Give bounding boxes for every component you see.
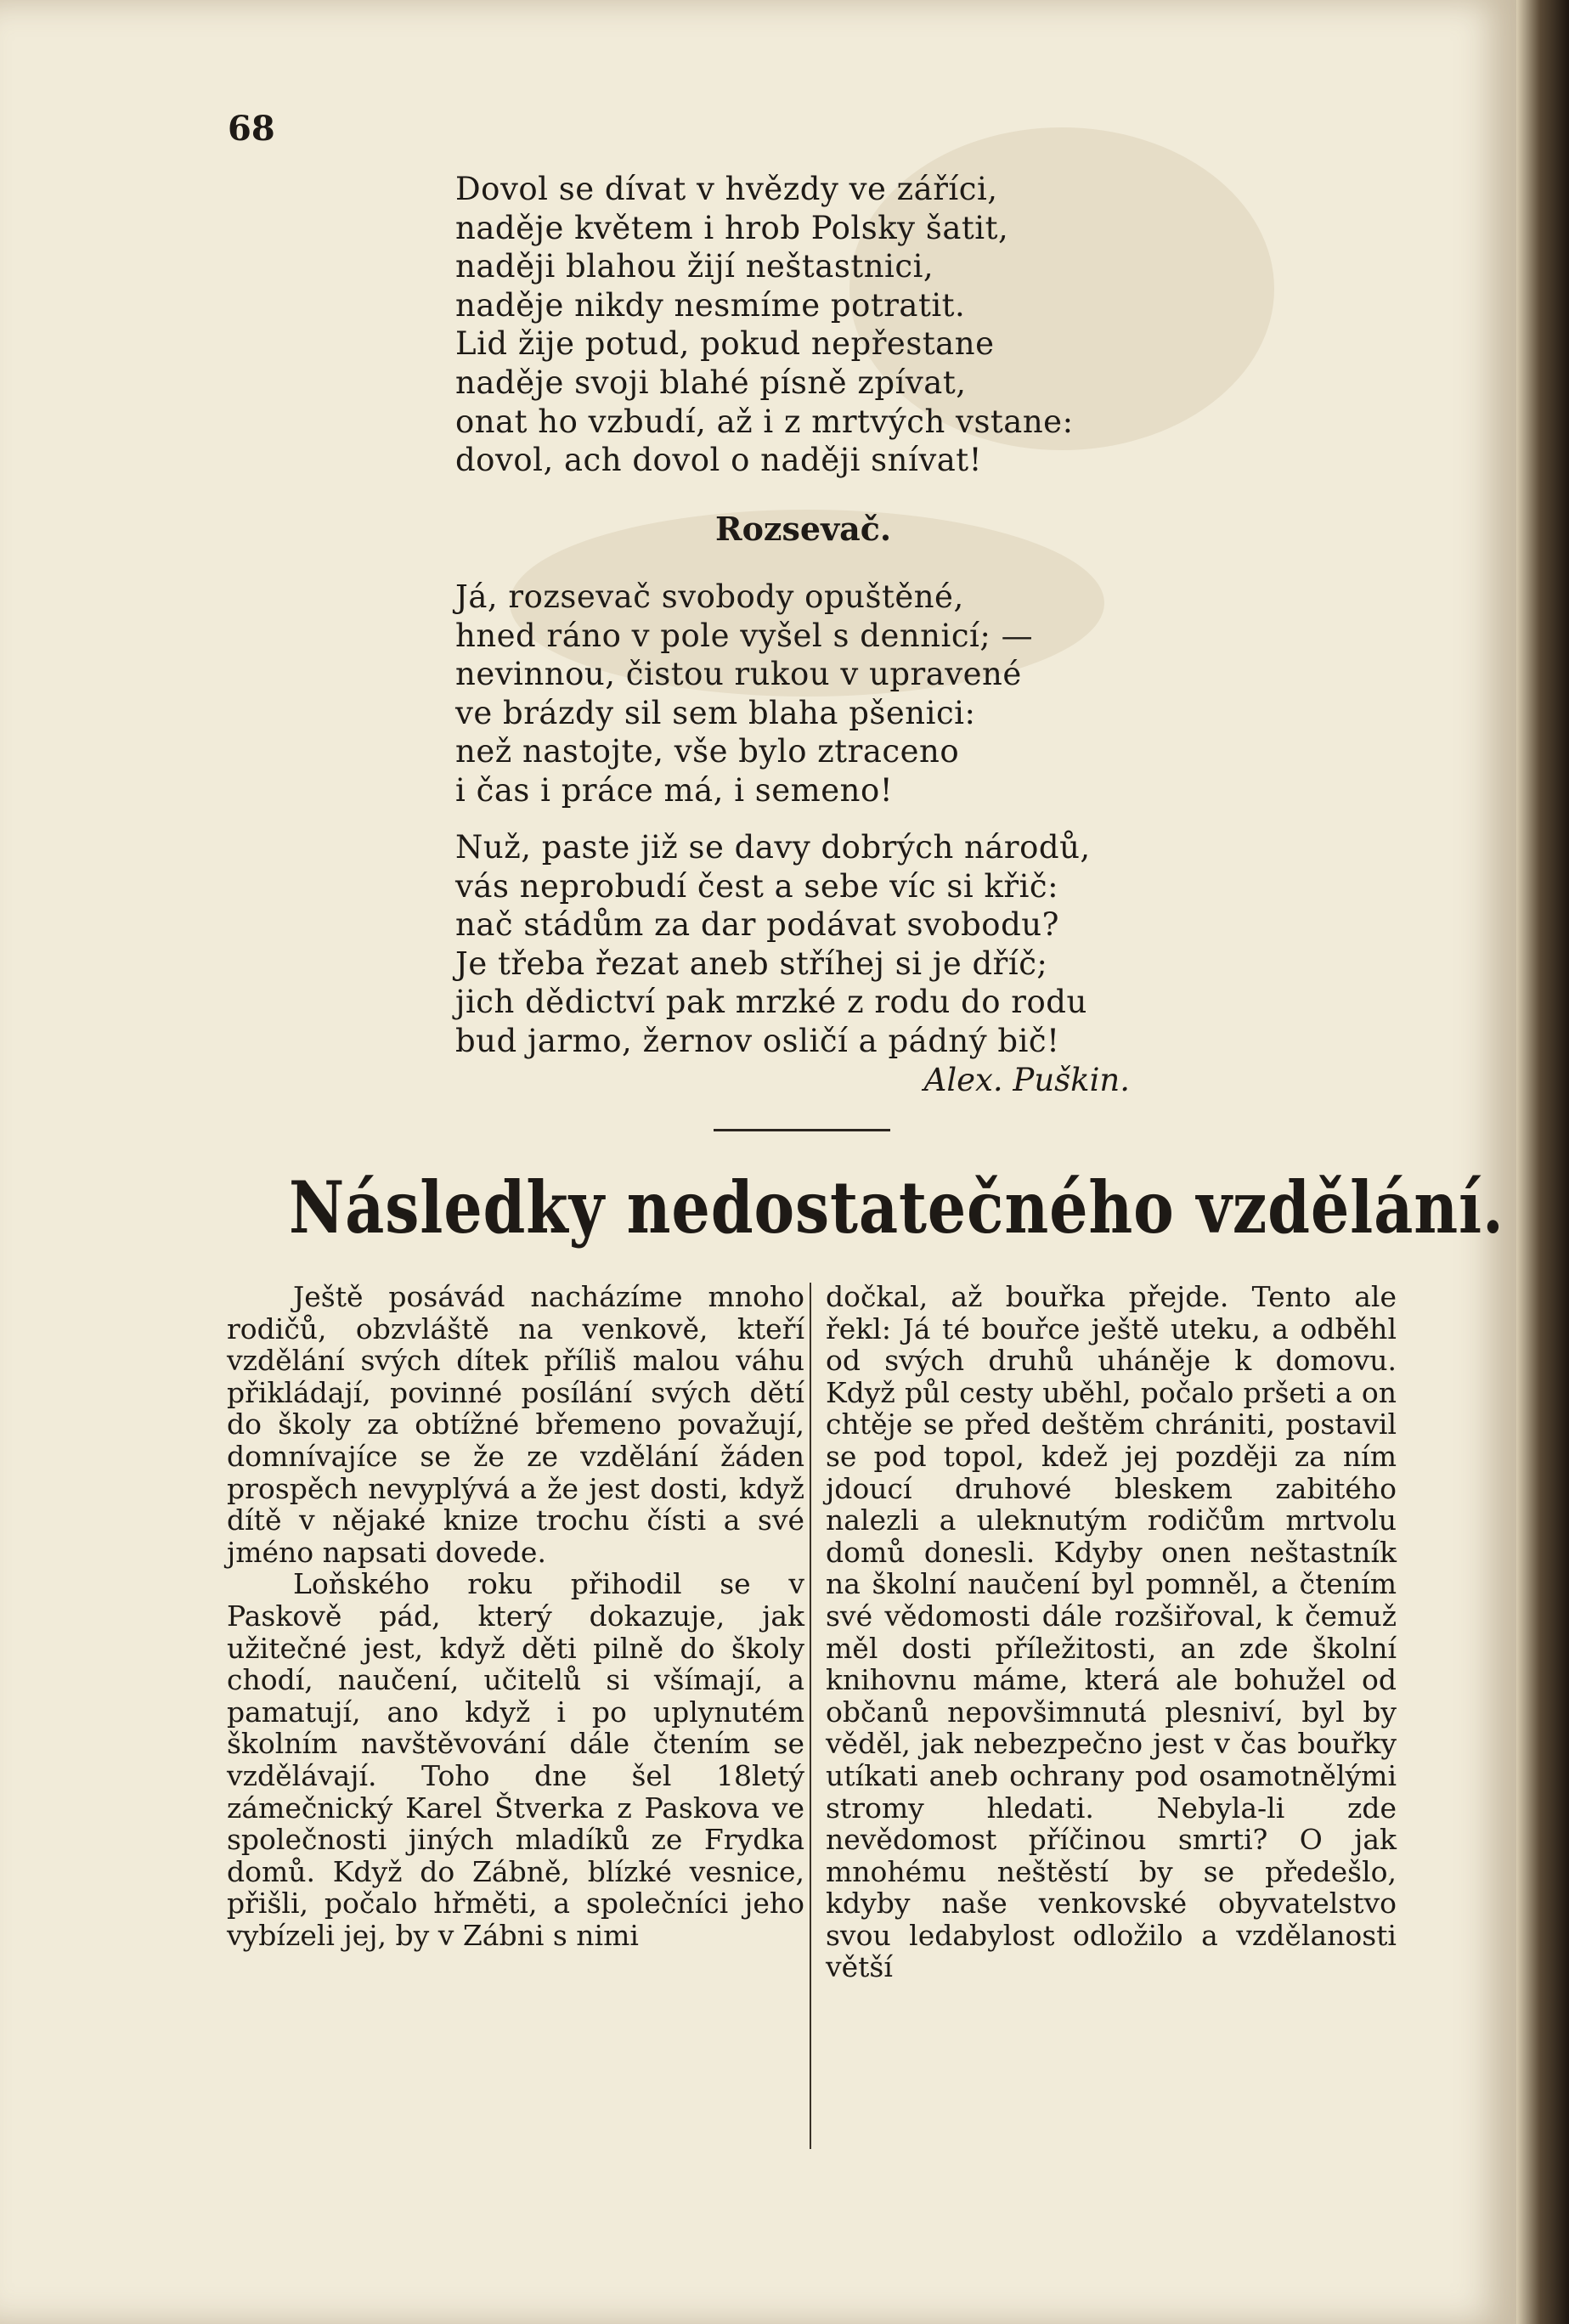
- poem-line: nevinnou, čistou rukou v upravené: [455, 656, 1022, 693]
- article-headline: Následky nedostatečného vzdělání.: [289, 1165, 1504, 1249]
- poem-line: jich dědictví pak mrzké z rodu do rodu: [455, 984, 1087, 1021]
- poem-line: nač stádům za dar podávat svobodu?: [455, 906, 1059, 944]
- poem-stanza: [455, 828, 1169, 1061]
- poem-line: dovol, ach dovol o naději snívat!: [455, 442, 983, 479]
- poem-title: Rozsevač.: [715, 510, 892, 548]
- poem-line: ve brázdy sil sem blaha pšenici:: [455, 694, 976, 731]
- poem-line: vás neprobudí čest a sebe víc si křič:: [455, 867, 1059, 905]
- poem-line: bud jarmo, žernov osličí a pádný bič!: [455, 1022, 1060, 1059]
- page-edge: [1516, 0, 1569, 2324]
- article-column-left: [227, 1281, 804, 1951]
- article-paragraph: Loňského roku přihodil se v Paskově pád, který dokazuje, jak užitečné jest, když děti pilně do školy chodí, naučení, učitelů si všímají, a pamatují, ano když i po uplynutém školním navštěvování dále čtením se vzdělávají. Toho dne šel 18letý zámečnický Karel Štverka z Paskova ve společnosti jiných mladíků ze Frydka domů. Když do Zábně, blízké vesnice, přišli, počalo hřměti, a společníci jeho vybízeli jej, by v Zábni s nimi: [227, 1567, 804, 1952]
- article-paragraph: Ještě posávád nacházíme mnoho rodičů, obzvláště na venkově, kteří vzdělání svých dítek příliš malou váhu přikládají, povinné posílání svých dětí do školy za obtížné břemeno považují, domnívajíce se že ze vzdělání žáden prospěch nevyplývá a že jest dosti, když dítě v nějaké knize trochu čísti a své jméno napsati dovede.: [227, 1280, 804, 1569]
- article-column-right: [826, 1281, 1397, 1983]
- poem-line: naději blahou žijí neštastnici,: [455, 248, 934, 285]
- poem-line: i čas i práce má, i semeno!: [455, 771, 894, 809]
- poem-line: Já, rozsevač svobody opuštěné,: [455, 578, 964, 615]
- poem-line: naděje květem i hrob Polsky šatit,: [455, 209, 1009, 246]
- poem-stanza: [455, 578, 1169, 810]
- page-number: 68: [228, 109, 275, 149]
- poem-stanza: [455, 170, 1169, 480]
- poem-line: hned ráno v pole vyšel s dennicí; —: [455, 617, 1034, 654]
- poem-line: Je třeba řezat aneb stříhej si je dříč;: [455, 945, 1048, 982]
- article-paragraph: dočkal, až bouřka přejde. Tento ale řekl: Já té bouřce ještě uteku, a odběhl od svých druhů uháněje k domovu. Když půl cesty uběhl, počalo pršeti a on chtěje se před deštěm chrániti, postavil se pod topol, kdež jej později za ním jdoucí druhové bleskem zabitého nalezli a uleknutým rodičům mrtvolu domů donesli. Kdyby onen neštastník na školní naučení byl pomněl, a čtením své vědomosti dále rozšiřoval, k čemuž měl dosti příležitosti, an zde školní knihovnu máme, která ale bohužel od občanů nepovšimnutá plesniví, byl by věděl, jak nebezpečno jest v čas bouřky utíkati aneb ochrany pod osamotnělými stromy hledati. Nebyla-li zde nevědomost příčinou smrti? O jak mnohému neštěstí by se předešlo, kdyby naše venkovské obyvatelstvo svou ledabylost odložilo a vzdělanosti větší: [826, 1280, 1397, 1984]
- poem-line: Dovol se dívat v hvězdy ve záříci,: [455, 171, 998, 207]
- poem-line: Lid žije potud, pokud nepřestane: [455, 325, 995, 363]
- poem-line: onat ho vzbudí, až i z mrtvých vstane:: [455, 403, 1074, 440]
- poem-line: naděje nikdy nesmíme potratit.: [455, 286, 966, 324]
- section-divider: [714, 1129, 890, 1131]
- poem-line: Nuž, paste již se davy dobrých národů,: [455, 829, 1091, 866]
- column-divider: [810, 1283, 811, 2149]
- poem-line: než nastojte, vše bylo ztraceno: [455, 733, 960, 770]
- poem-author: Alex. Puškin.: [923, 1062, 1130, 1098]
- poem-line: naděje svoji blahé písně zpívat,: [455, 364, 967, 401]
